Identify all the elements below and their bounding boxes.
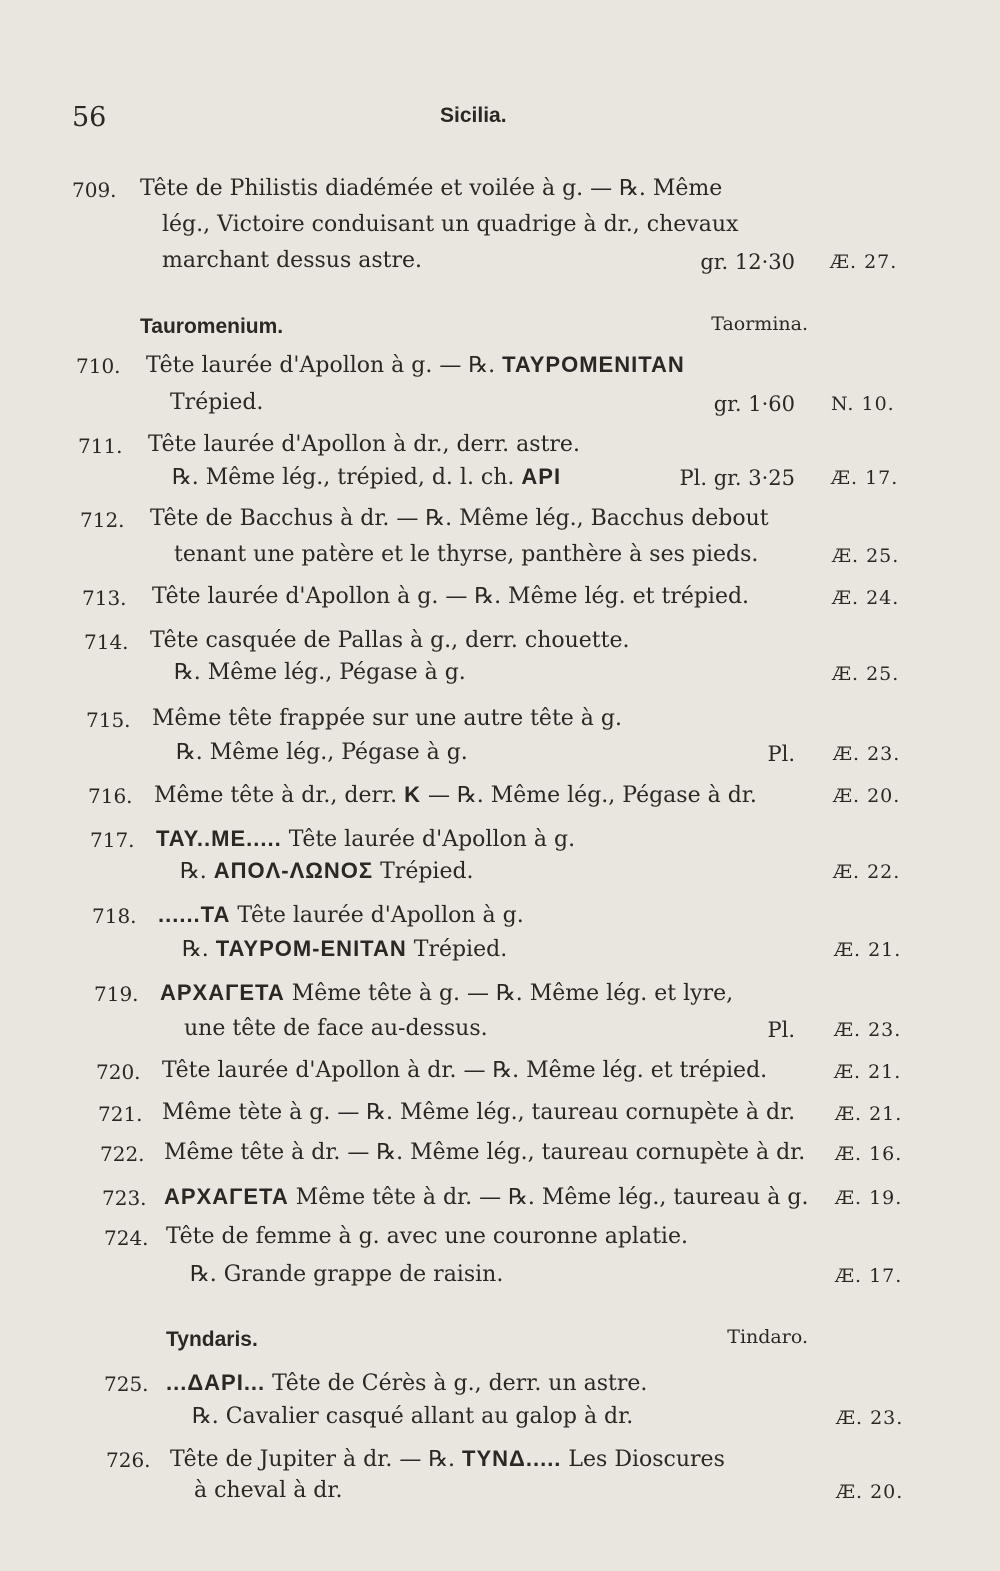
entry-number: 723. xyxy=(102,1186,147,1210)
metal-size: Æ. 20. xyxy=(833,785,901,807)
description-text: à cheval à dr. xyxy=(194,1478,343,1503)
description-text: Même tête à dr. — ℞. Même lég., taureau cornupète à dr. xyxy=(164,1140,806,1165)
description-line xyxy=(190,1262,503,1287)
metal-size: Æ. 20. xyxy=(836,1481,904,1503)
coin-legend: ...ΔAPI... xyxy=(166,1370,266,1395)
description-text: Trépied. xyxy=(413,937,508,962)
metal-size: Æ. 19. xyxy=(835,1187,903,1209)
description-text: Tête laurée d'Apollon à dr., derr. astre. xyxy=(148,432,580,457)
entry-number: 714. xyxy=(84,630,129,654)
description-line xyxy=(160,980,733,1006)
metal-size: Æ. 22. xyxy=(833,861,901,883)
coin-legend: TAYPOMENITAN xyxy=(502,352,685,377)
description-text: Même tête à g. — ℞. Même lég. et lyre, xyxy=(291,981,734,1006)
description-line xyxy=(174,542,758,567)
coin-legend: APXAΓETA xyxy=(164,1184,289,1209)
entry-number: 724. xyxy=(104,1226,149,1250)
modern-place-name: Taormina. xyxy=(711,313,808,335)
description-line xyxy=(166,1370,647,1396)
metal-size: Æ. 16. xyxy=(835,1143,903,1165)
description-text: Même tête à dr., derr. xyxy=(154,783,398,808)
description-text: lég., Victoire conduisant un quadrige à dr., chevaux xyxy=(162,212,739,237)
description-line xyxy=(162,1100,795,1125)
entry-number: 716. xyxy=(88,784,133,808)
description-line xyxy=(170,1446,725,1472)
description-text: Tête casquée de Pallas à g., derr. chouette. xyxy=(150,628,630,653)
description-line xyxy=(140,176,722,201)
description-line xyxy=(164,1184,809,1210)
description-line xyxy=(172,464,561,490)
description-line xyxy=(152,706,622,731)
description-line xyxy=(162,212,738,237)
entry-number: 712. xyxy=(80,508,125,532)
metal-size: Æ. 27. xyxy=(830,251,898,273)
entry-number: 721. xyxy=(98,1102,143,1126)
description-text: Tête de femme à g. avec une couronne aplatie. xyxy=(166,1224,688,1249)
entry-number: 717. xyxy=(90,828,135,852)
metal-size: Æ. 21. xyxy=(834,1061,902,1083)
coin-legend: ......TA xyxy=(158,902,231,927)
description-line xyxy=(156,826,575,852)
entry-number: 726. xyxy=(106,1448,151,1472)
metal-size: Æ. 23. xyxy=(836,1407,904,1429)
description-line xyxy=(152,584,749,609)
metal-size: Æ. 23. xyxy=(833,743,901,765)
metal-size: Æ. 25. xyxy=(832,545,900,567)
description-line xyxy=(170,390,263,415)
metal-size: Æ. 17. xyxy=(835,1265,903,1287)
metal-size: Æ. 21. xyxy=(834,939,902,961)
description-text: Tête laurée d'Apollon à g. — ℞. Même lég. et trépied. xyxy=(152,584,750,609)
description-text: Les Dioscures xyxy=(568,1447,725,1472)
metal-size: Æ. 23. xyxy=(834,1019,902,1041)
description-text: ℞. Même lég., Pégase à g. xyxy=(174,660,466,685)
description-line xyxy=(154,782,757,808)
description-line xyxy=(182,936,507,962)
metal-size: Æ. 17. xyxy=(831,467,899,489)
entry-number: 710. xyxy=(76,354,121,378)
description-text: Trépied. xyxy=(170,390,264,415)
description-text: ℞. Même lég., trépied, d. l. ch. xyxy=(172,465,515,490)
running-head: Sicilia. xyxy=(440,104,507,127)
description-text: ℞. xyxy=(182,937,209,962)
description-text: Tête de Cérès à g., derr. un astre. xyxy=(272,1371,648,1396)
description-line xyxy=(192,1404,633,1429)
description-text: Tête laurée d'Apollon à g. xyxy=(237,903,524,928)
description-line xyxy=(146,352,685,378)
description-line xyxy=(150,506,769,531)
entry-number: 718. xyxy=(92,904,137,928)
description-text: Tête laurée d'Apollon à g. xyxy=(288,827,576,852)
metal-size: Æ. 25. xyxy=(832,663,900,685)
entry-number: 725. xyxy=(104,1372,149,1396)
coin-legend: APXAΓETA xyxy=(160,980,285,1005)
description-text: Tête de Bacchus à dr. — ℞. Même lég., Bacchus debout xyxy=(150,506,769,531)
entry-number: 711. xyxy=(78,434,123,458)
description-text: ℞. Même lég., Pégase à g. xyxy=(176,740,468,765)
description-line xyxy=(158,902,524,928)
coin-legend: TAYPOM-ENITAN xyxy=(215,936,407,961)
description-line xyxy=(184,1016,488,1041)
description-line xyxy=(150,628,630,653)
description-line xyxy=(180,858,474,884)
description-text: Trépied. xyxy=(380,859,474,884)
entry-number: 715. xyxy=(86,708,131,732)
description-line xyxy=(148,432,580,457)
coin-legend: TYNΔ..... xyxy=(462,1446,562,1471)
metal-size: Æ. 24. xyxy=(832,587,900,609)
section-title: Tyndaris. xyxy=(166,1328,258,1351)
weight-value: Pl. xyxy=(767,742,795,766)
description-text: Tête de Jupiter à dr. — ℞. xyxy=(170,1447,456,1472)
description-text: tenant une patère et le thyrse, panthère à ses pieds. xyxy=(174,542,759,567)
description-text: — ℞. Même lég., Pégase à dr. xyxy=(428,783,757,808)
entry-number: 722. xyxy=(100,1142,145,1166)
entry-number: 720. xyxy=(96,1060,141,1084)
description-line xyxy=(164,1140,805,1165)
page-number: 56 xyxy=(72,102,107,133)
modern-place-name: Tindaro. xyxy=(727,1326,808,1348)
description-text: une tête de face au-dessus. xyxy=(184,1016,488,1041)
weight-value: gr. 12·30 xyxy=(700,250,795,274)
coin-legend: AΠOΛ-ΛΩNOΣ xyxy=(213,858,374,883)
description-text: marchant dessus astre. xyxy=(162,248,423,273)
section-title: Tauromenium. xyxy=(140,315,284,338)
weight-value: gr. 1·60 xyxy=(713,392,795,416)
description-line xyxy=(176,740,468,765)
description-text: ℞. Grande grappe de raisin. xyxy=(190,1262,504,1287)
description-text: Même tête frappée sur une autre tête à g. xyxy=(152,706,622,731)
entry-number: 713. xyxy=(82,586,127,610)
coin-legend: API xyxy=(521,464,562,489)
description-text: Tête de Philistis diadémée et voilée à g. — ℞. Même xyxy=(140,176,723,201)
entry-number: 719. xyxy=(94,982,139,1006)
description-line xyxy=(162,248,422,273)
metal-size: Æ. 21. xyxy=(835,1103,903,1125)
description-text: Tête laurée d'Apollon à dr. — ℞. Même lég. et trépied. xyxy=(162,1058,768,1083)
description-text: Tête laurée d'Apollon à g. — ℞. xyxy=(146,353,496,378)
entry-number: 709. xyxy=(72,178,117,202)
description-line xyxy=(166,1224,688,1249)
description-line xyxy=(162,1058,767,1083)
description-text: Même tète à g. — ℞. Même lég., taureau cornupète à dr. xyxy=(162,1100,796,1125)
description-line xyxy=(194,1478,342,1503)
description-text: ℞. Cavalier casqué allant au galop à dr. xyxy=(192,1404,634,1429)
description-text: ℞. xyxy=(180,859,207,884)
weight-value: Pl. gr. 3·25 xyxy=(679,466,795,490)
coin-legend: K xyxy=(404,782,422,807)
coin-legend: TAY..ME..... xyxy=(156,826,282,851)
metal-size: N. 10. xyxy=(831,393,895,415)
description-line xyxy=(174,660,466,685)
description-text: Même tête à dr. — ℞. Même lég., taureau à g. xyxy=(295,1185,809,1210)
weight-value: Pl. xyxy=(767,1018,795,1042)
